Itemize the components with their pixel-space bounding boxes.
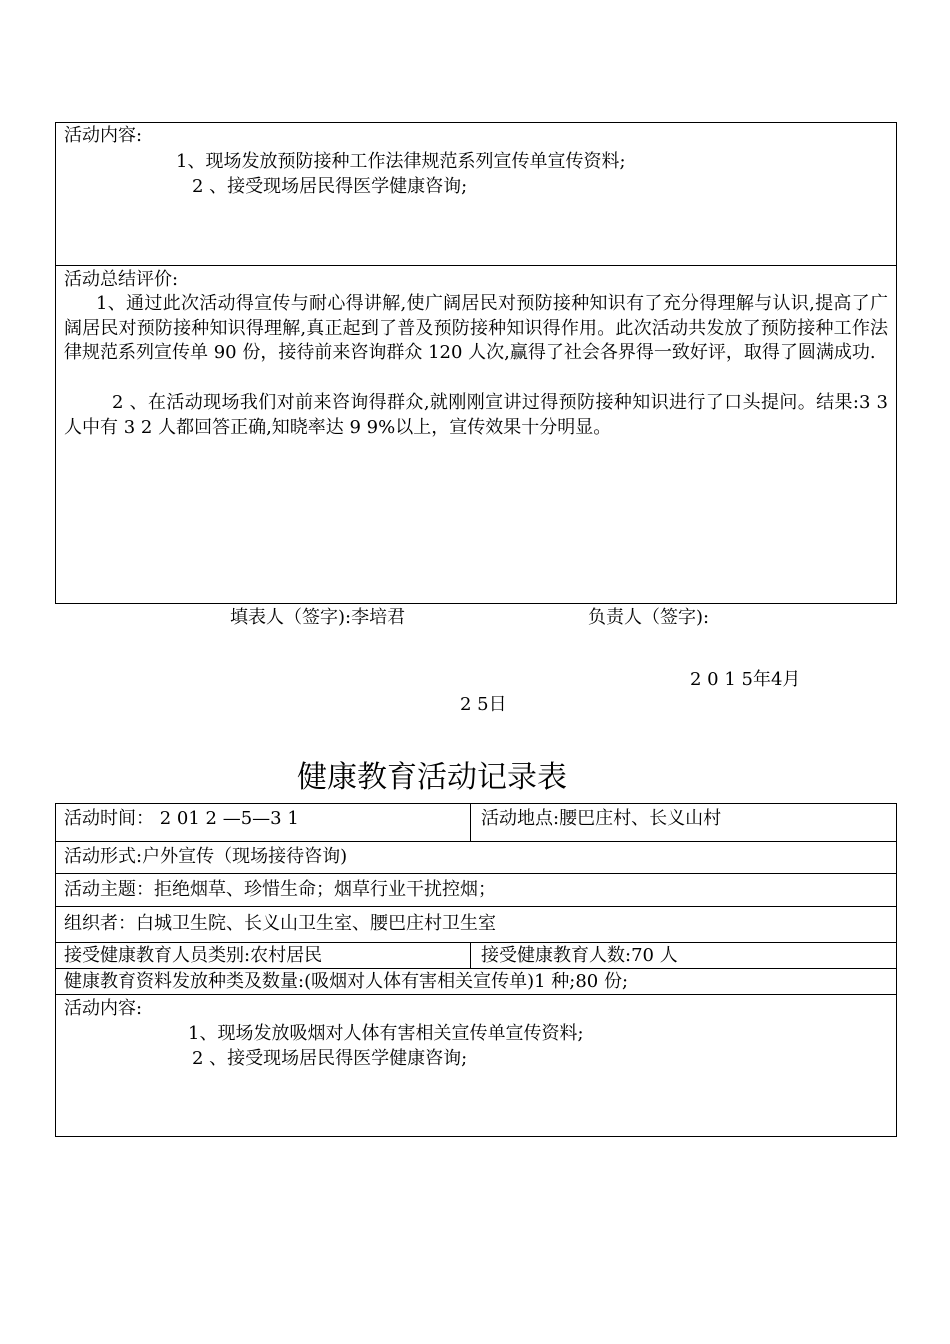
responsible-signature: 负责人（签字): xyxy=(588,607,710,628)
summary-paragraph-2: 2 、在活动现场我们对前来咨询得群众,就刚刚宣讲过得预防接种知识进行了口头提问。结果:3 3 人中有 3 2 人都回答正确,知晓率达 9 9%以上，宣传效果十分明显。 xyxy=(64,392,888,438)
audience-count: 接受健康教育人数:70 人 xyxy=(481,945,678,966)
summary-label: 活动总结评价: xyxy=(64,269,179,290)
second-content-label: 活动内容: xyxy=(64,998,143,1019)
activity-time: 活动时间： 2 01 2 —5—3 1 xyxy=(64,808,299,829)
content-item-2: 2 、接受现场居民得医学健康咨询; xyxy=(192,176,468,197)
content-label: 活动内容: xyxy=(64,125,143,146)
row-divider-5 xyxy=(55,968,897,969)
row-divider-6 xyxy=(55,994,897,995)
activity-organizer: 组织者：白城卫生院、长义山卫生室、腰巴庄村卫生室 xyxy=(64,913,496,934)
form-title: 健康教育活动记录表 xyxy=(297,760,567,795)
date-day: 2 5日 xyxy=(460,694,507,715)
filler-signature: 填表人（签字):李培君 xyxy=(230,607,406,628)
date-year-month: 2 0 1 5年4月 xyxy=(690,669,801,690)
summary-paragraph-1: 1、通过此次活动得宣传与耐心得讲解,使广阔居民对预防接种知识有了充分得理解与认识,提高了广阔居民对预防接种知识得理解,真正起到了普及预防接种知识得作用。此次活动共发放了预防接种工作法律规范系列宣传单 90 份，接待前来咨询群众 120 人次,赢得了社会各界得一致好评，取得了圆满成功. xyxy=(64,293,888,363)
content-item-1: 1、现场发放预防接种工作法律规范系列宣传单宣传资料; xyxy=(176,151,626,172)
second-content-item-1: 1、现场发放吸烟对人体有害相关宣传单宣传资料; xyxy=(188,1023,584,1044)
materials-info: 健康教育资料发放种类及数量:(吸烟对人体有害相关宣传单)1 种;80 份; xyxy=(64,971,629,992)
col-divider-audience xyxy=(470,942,471,968)
second-content-item-2: 2 、接受现场居民得医学健康咨询; xyxy=(192,1048,468,1069)
top-table-divider xyxy=(55,265,897,266)
audience-type: 接受健康教育人员类别:农村居民 xyxy=(64,945,323,966)
row-divider-2 xyxy=(55,873,897,874)
activity-location: 活动地点:腰巴庄村、长义山村 xyxy=(481,808,722,829)
activity-form: 活动形式:户外宣传（现场接待咨询) xyxy=(64,846,348,867)
row-divider-3 xyxy=(55,906,897,907)
col-divider-top xyxy=(470,803,471,841)
row-divider-4 xyxy=(55,942,897,943)
activity-theme: 活动主题：拒绝烟草、珍惜生命；烟草行业干扰控烟； xyxy=(64,879,496,900)
row-divider-1 xyxy=(55,841,897,842)
